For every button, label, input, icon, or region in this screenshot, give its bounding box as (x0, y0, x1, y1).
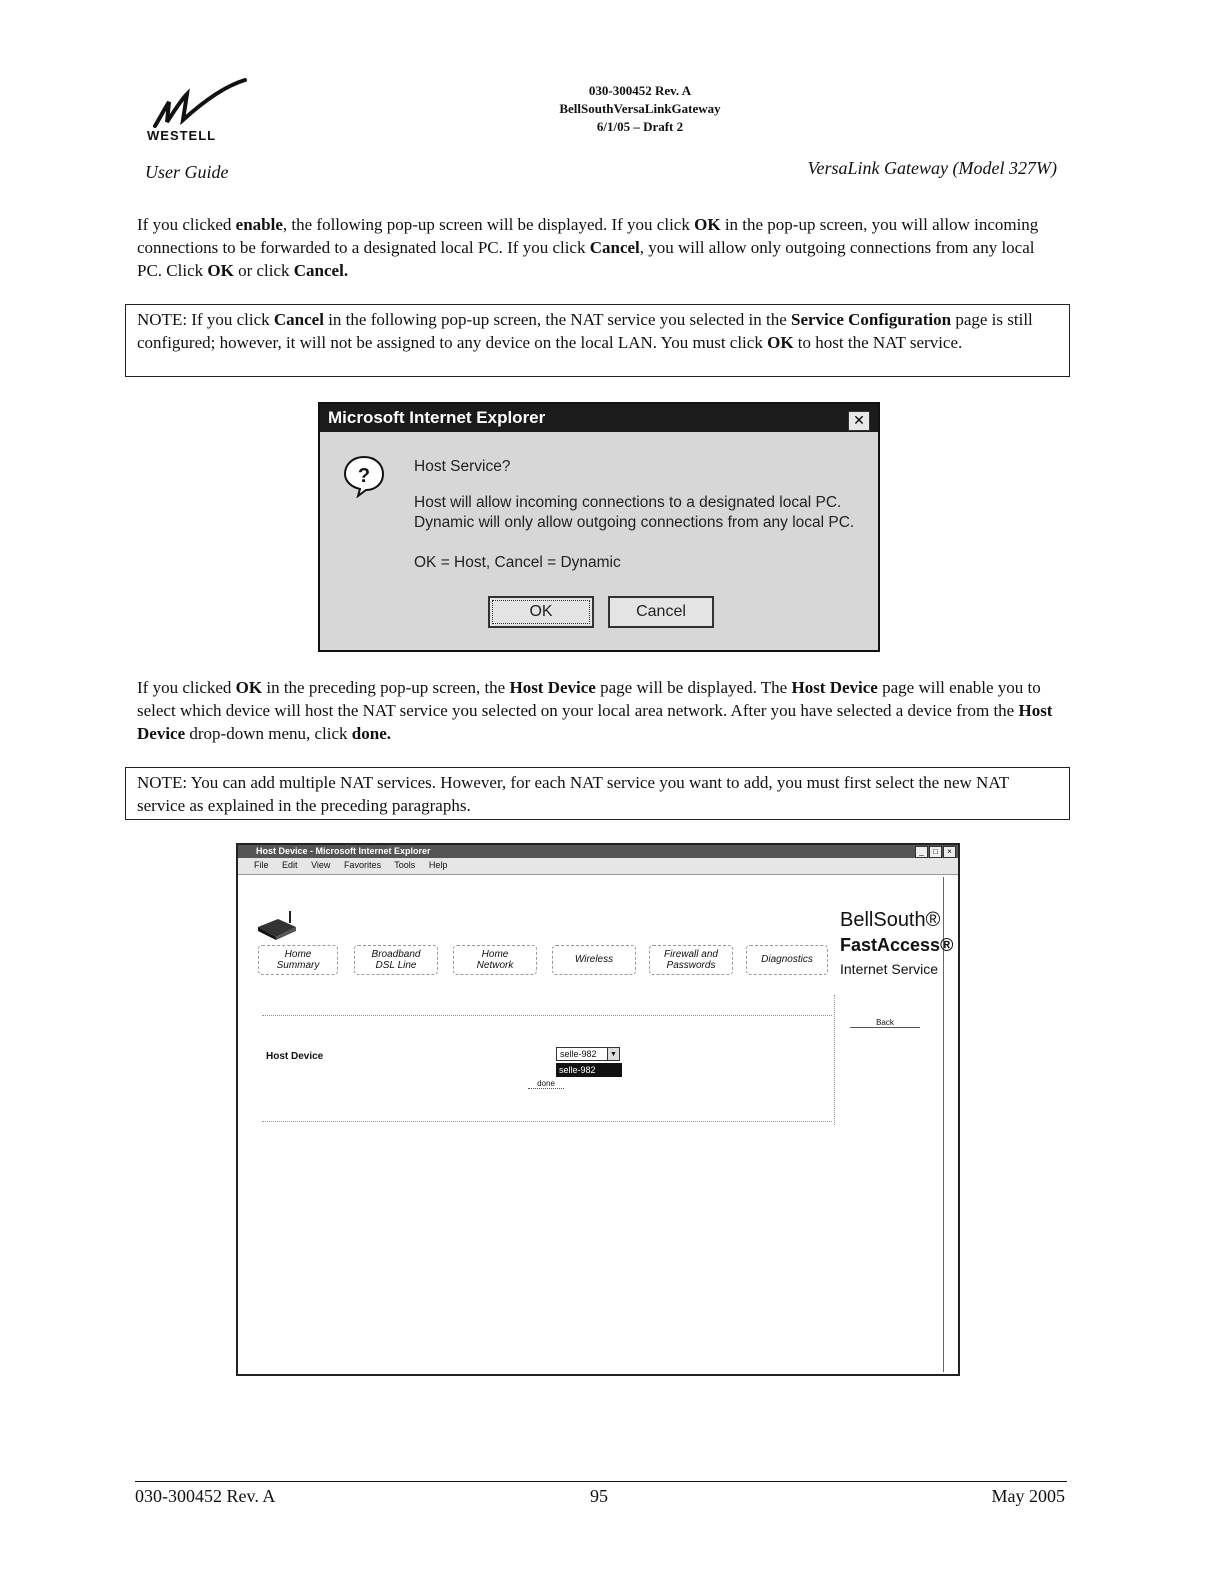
menu-tools[interactable]: Tools (394, 860, 416, 870)
back-button[interactable]: Back (850, 1018, 920, 1028)
nav-diagnostics[interactable]: Diagnostics (746, 945, 828, 975)
divider (262, 1121, 832, 1123)
note-cancel: NOTE: If you click Cancel in the following pop-up screen, the NAT service you selected in the Service Configuration page is still configured; however, it will not be assigned to any device on the local LAN. You must click OK to host the NAT service. (125, 304, 1070, 377)
chevron-down-icon[interactable]: ▼ (607, 1048, 619, 1060)
host-device-browser-window (236, 843, 960, 1376)
host-device-label: Host Device (266, 1051, 324, 1062)
dialog-host-text: Host will allow incoming connections to a designated local PC. (414, 494, 842, 511)
brand-fastaccess: FastAccess® (840, 935, 954, 955)
doc-number: 030-300452 Rev. A (588, 83, 692, 98)
dialog-legend: OK = Host, Cancel = Dynamic (414, 554, 621, 571)
maximize-icon[interactable]: □ (929, 846, 942, 858)
brand-internet-service: Internet Service (840, 961, 939, 977)
modem-icon (254, 907, 300, 941)
divider (834, 995, 835, 1125)
dialog-dynamic-text: Dynamic will only allow outgoing connections from any local PC. (414, 514, 855, 531)
doc-name: BellSouthVersaLinkGateway (559, 101, 721, 116)
dialog-question: Host Service? (414, 458, 511, 475)
model-label: VersaLink Gateway (Model 327W) (807, 158, 1057, 178)
done-button[interactable]: done (528, 1079, 564, 1089)
nav-firewall-passwords[interactable]: Firewall and Passwords (649, 945, 733, 975)
footer-doc-number: 030-300452 Rev. A (135, 1486, 276, 1506)
host-device-select[interactable]: selle-982 ▼ (556, 1047, 620, 1061)
footer-rule (135, 1481, 1067, 1482)
page-number: 95 (590, 1486, 608, 1506)
menu-edit[interactable]: Edit (282, 860, 298, 870)
user-guide-label: User Guide (145, 162, 229, 182)
close-icon[interactable]: × (943, 846, 956, 858)
brand-bellsouth: BellSouth® (840, 909, 941, 931)
browser-title: Host Device - Microsoft Internet Explorer (238, 845, 958, 858)
menu-file[interactable]: File (254, 860, 269, 870)
minimize-icon[interactable]: _ (915, 846, 928, 858)
cancel-button[interactable]: Cancel (608, 596, 714, 628)
ok-button[interactable]: OK (488, 596, 594, 628)
document-header (470, 82, 810, 136)
note-multiple-nat: NOTE: You can add multiple NAT services. However, for each NAT service you want to add, you must first select the new NAT service as explained in the preceding paragraphs. (125, 767, 1070, 820)
menu-help[interactable]: Help (428, 860, 448, 870)
menu-bar (238, 858, 958, 875)
nav-home-network[interactable]: Home Network (453, 945, 537, 975)
menu-favorites[interactable]: Favorites (343, 860, 381, 870)
nav-wireless[interactable]: Wireless (552, 945, 636, 975)
footer-date: May 2005 (991, 1486, 1065, 1506)
nav-broadband-dsl[interactable]: Broadband DSL Line (354, 945, 438, 975)
close-icon[interactable]: ✕ (848, 411, 870, 431)
paragraph-host-device: If you clicked OK in the preceding pop-up screen, the Host Device page will be displayed. The Host Device page will enable you to select which device will host the NAT service you selected on your local area network. After you have selected a device from the Host Device drop-down menu, click done. (137, 678, 1053, 743)
paragraph-enable: If you clicked enable, the following pop-up screen will be displayed. If you click OK in the pop-up screen, you will allow incoming connections to be forwarded to a designated local PC. If you click Cancel, you will allow only outgoing connections from any local PC. Click OK or click Cancel. (137, 215, 1039, 280)
svg-text:?: ? (357, 465, 371, 487)
doc-date: 6/1/05 – Draft 2 (596, 119, 684, 134)
logo-text: WESTELL (147, 128, 217, 143)
divider (262, 1015, 832, 1017)
menu-view[interactable]: View (311, 860, 331, 870)
host-service-dialog (318, 402, 880, 652)
question-icon (342, 454, 386, 498)
nav-home-summary[interactable]: Home Summary (258, 945, 338, 975)
dialog-title: Microsoft Internet Explorer (320, 404, 878, 432)
dropdown-option[interactable]: selle-982 (556, 1063, 622, 1077)
